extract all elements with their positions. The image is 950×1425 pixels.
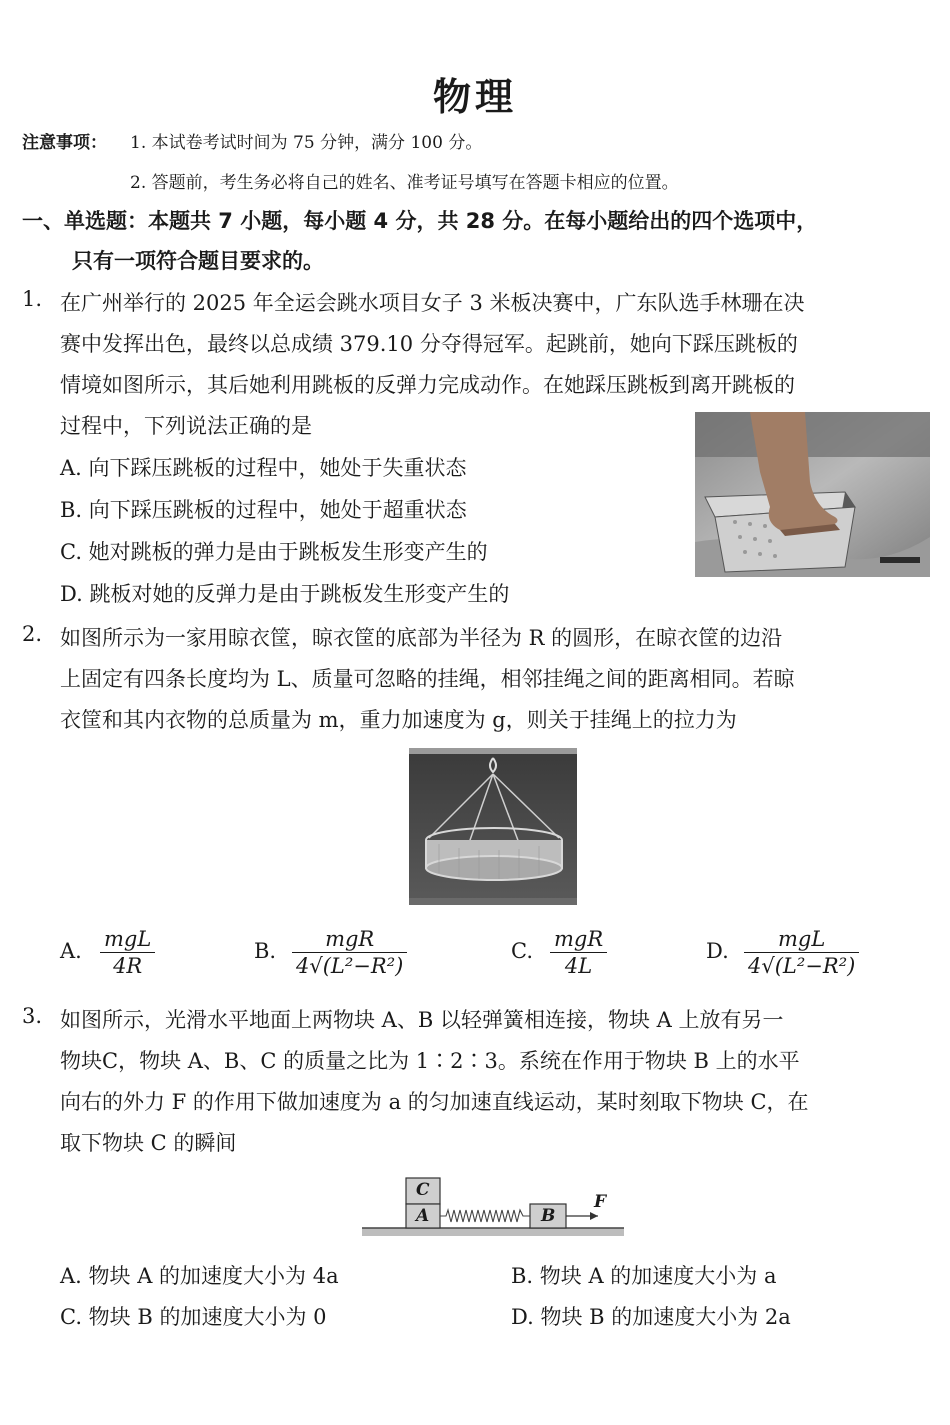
option-b-fraction bbox=[292, 927, 407, 978]
section-heading: 一、单选题：本题共 7 小题，每小题 4 分，共 28 分。在每小题给出的四个选项中， bbox=[22, 209, 818, 233]
fraction-numerator: mgL bbox=[104, 927, 152, 951]
question-text: 取下物块 C 的瞬间 bbox=[60, 1131, 237, 1155]
question-number: 2. bbox=[22, 622, 43, 646]
option-c-fraction bbox=[550, 927, 607, 978]
question-text: 赛中发挥出色，最终以总成绩 379.10 分夺得冠军。起跳前，她向下踩压跳板的 bbox=[60, 332, 798, 356]
blocks-spring-diagram bbox=[362, 1172, 624, 1238]
question-text: 衣筐和其内衣物的总质量为 m，重力加速度为 g，则关于挂绳上的拉力为 bbox=[60, 708, 737, 732]
fraction-numerator: mgR bbox=[325, 927, 375, 951]
option-a: A. 物块 A 的加速度大小为 4a bbox=[60, 1264, 339, 1288]
option-d-label: D. bbox=[706, 939, 729, 963]
question-text: 过程中，下列说法正确的是 bbox=[60, 414, 312, 438]
fraction-numerator: mgR bbox=[554, 927, 604, 951]
question-text: 在广州举行的 2025 年全运会跳水项目女子 3 米板决赛中，广东队选手林珊在决 bbox=[60, 291, 805, 315]
option-d: D. 物块 B 的加速度大小为 2a bbox=[511, 1305, 791, 1329]
springboard-photo bbox=[695, 412, 930, 577]
question-text: 情境如图所示，其后她利用跳板的反弹力完成动作。在她踩压跳板到离开跳板的 bbox=[60, 373, 795, 397]
option-d: D. 跳板对她的反弹力是由于跳板发生形变产生的 bbox=[60, 582, 510, 606]
question-text: 向右的外力 F 的作用下做加速度为 a 的匀加速直线运动，某时刻取下物块 C，在 bbox=[60, 1090, 809, 1114]
option-c-label: C. bbox=[511, 939, 533, 963]
question-text: 如图所示，光滑水平地面上两物块 A、B 以轻弹簧相连接，物块 A 上放有另一 bbox=[60, 1008, 784, 1032]
option-a-label: A. bbox=[60, 939, 82, 963]
option-b: B. 物块 A 的加速度大小为 a bbox=[511, 1264, 777, 1288]
drying-basket-photo bbox=[409, 748, 577, 905]
option-c: C. 物块 B 的加速度大小为 0 bbox=[60, 1305, 327, 1329]
block-c-label: C bbox=[416, 1180, 430, 1200]
fraction-denominator: 4R bbox=[113, 954, 143, 978]
section-heading-cont: 只有一项符合题目要求的。 bbox=[72, 249, 324, 273]
option-b: B. 向下踩压跳板的过程中，她处于超重状态 bbox=[60, 498, 467, 522]
fraction-denominator: 4L bbox=[564, 954, 593, 978]
force-f-label: F bbox=[594, 1192, 607, 1212]
block-b-label: B bbox=[541, 1206, 556, 1226]
fraction-denominator: 4√(L²−R²) bbox=[296, 954, 404, 978]
notice-heading: 注意事项： bbox=[22, 133, 107, 153]
notice-item-2: 2. 答题前，考生务必将自己的姓名、准考证号填写在答题卡相应的位置。 bbox=[130, 173, 679, 193]
question-text: 物块C，物块 A、B、C 的质量之比为 1∶2∶3。系统在作用于物块 B 上的水平 bbox=[60, 1049, 800, 1073]
question-text: 如图所示为一家用晾衣筐，晾衣筐的底部为半径为 R 的圆形，在晾衣筐的边沿 bbox=[60, 626, 783, 650]
option-a: A. 向下踩压跳板的过程中，她处于失重状态 bbox=[60, 456, 467, 480]
page-title: 物理 bbox=[432, 75, 517, 119]
question-number: 1. bbox=[22, 287, 43, 311]
question-number: 3. bbox=[22, 1004, 43, 1028]
option-a-fraction bbox=[100, 927, 155, 978]
question-text: 上固定有四条长度均为 L、质量可忽略的挂绳，相邻挂绳之间的距离相同。若晾 bbox=[60, 667, 795, 691]
fraction-numerator: mgL bbox=[778, 927, 826, 951]
option-c: C. 她对跳板的弹力是由于跳板发生形变产生的 bbox=[60, 540, 488, 564]
option-d-fraction bbox=[744, 927, 859, 978]
option-b-label: B. bbox=[254, 939, 277, 963]
fraction-denominator: 4√(L²−R²) bbox=[748, 954, 856, 978]
notice-item-1: 1. 本试卷考试时间为 75 分钟，满分 100 分。 bbox=[130, 133, 483, 153]
block-a-label: A bbox=[416, 1206, 430, 1226]
